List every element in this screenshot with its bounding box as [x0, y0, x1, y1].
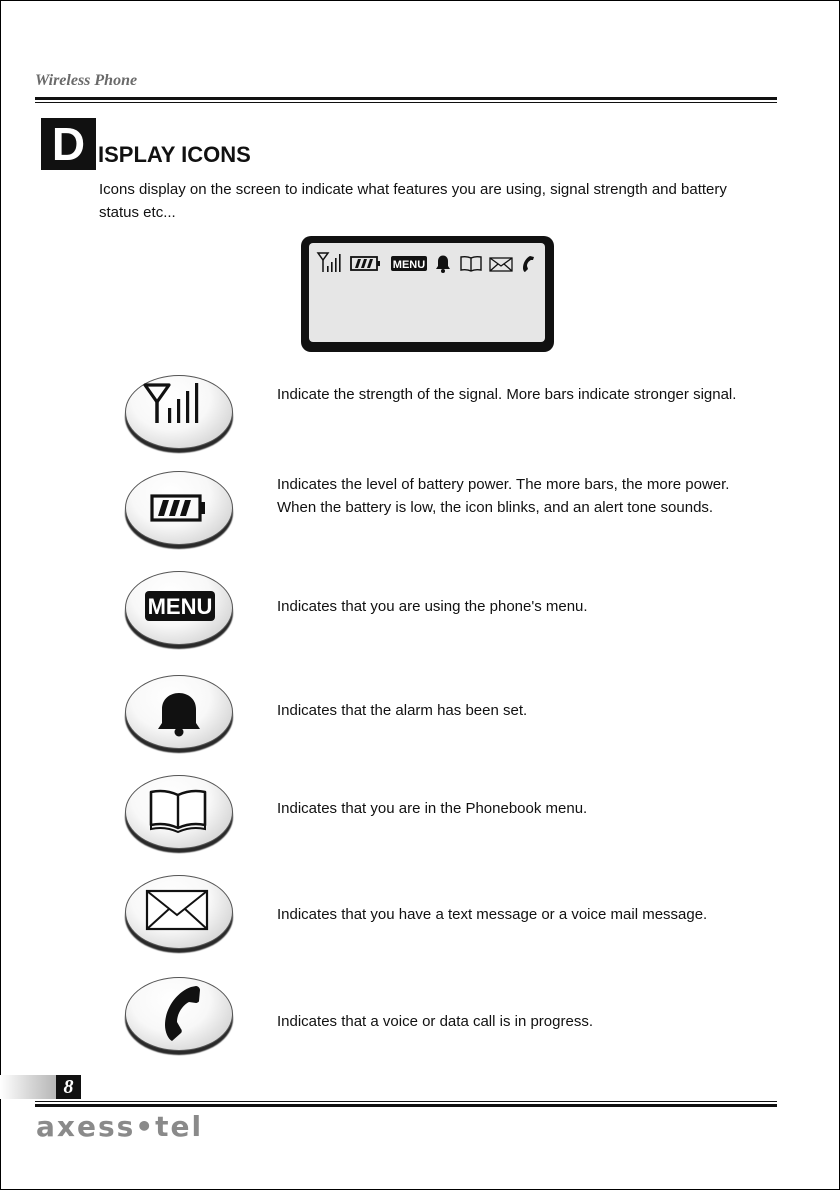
icon-description: Indicates that you have a text message or a voice mail message. — [277, 906, 708, 923]
header-rule — [35, 97, 777, 100]
section-dropcap: D — [41, 118, 96, 170]
call-handset-icon — [125, 977, 233, 1051]
lcd-screen — [309, 243, 545, 342]
icon-bubble — [125, 571, 233, 647]
icon-description: Indicates that you are using the phone's menu. — [277, 598, 588, 615]
svg-text:MENU: MENU — [147, 594, 213, 619]
menu-icon — [125, 571, 233, 645]
svg-text:MENU: MENU — [392, 259, 426, 271]
battery-icon — [351, 257, 380, 270]
icon-description: Indicates the level of battery power. The more bars, the more power. When the battery is low, the icon blinks, and an alert tone sounds. — [277, 476, 730, 516]
lcd-display — [301, 236, 554, 352]
phonebook-icon — [125, 775, 233, 849]
icon-bubble — [125, 675, 233, 751]
signal-strength-icon — [318, 253, 341, 272]
icon-bubble — [125, 375, 233, 451]
list-item — [0, 675, 840, 761]
envelope-icon — [490, 258, 512, 271]
page-number-tab — [0, 1075, 80, 1099]
icon-bubble — [125, 875, 233, 951]
list-item — [0, 471, 840, 557]
alarm-bell-icon — [125, 675, 233, 749]
menu-icon — [391, 256, 427, 271]
brand-logo: axess•tel — [36, 1110, 204, 1143]
alarm-bell-icon — [436, 256, 450, 274]
list-item — [0, 977, 840, 1063]
call-handset-icon — [523, 256, 534, 272]
icon-bubble — [125, 775, 233, 851]
phonebook-icon — [461, 257, 481, 271]
envelope-icon — [125, 875, 233, 949]
list-item — [0, 775, 840, 861]
signal-strength-icon — [125, 375, 233, 449]
footer-rule — [35, 1104, 777, 1107]
battery-icon — [125, 471, 233, 545]
lcd-status-bar — [315, 247, 545, 275]
header-rule-thin — [35, 102, 777, 103]
page-number: 8 — [56, 1075, 81, 1099]
section-title-text: ISPLAY ICONS — [98, 142, 251, 167]
icon-bubble — [125, 977, 233, 1053]
icon-description: Indicates that you are in the Phonebook menu. — [277, 800, 588, 817]
footer-rule-thin — [35, 1101, 777, 1102]
list-item — [0, 875, 840, 961]
intro-text: Icons display on the screen to indicate what features you are using, signal strength and battery status etc... — [99, 181, 727, 221]
header-title: Wireless Phone — [35, 72, 138, 89]
icon-bubble — [125, 471, 233, 547]
list-item — [0, 375, 840, 461]
icon-description: Indicate the strength of the signal. More bars indicate stronger signal. — [277, 386, 737, 403]
list-item — [0, 571, 840, 657]
icon-description: Indicates that the alarm has been set. — [277, 702, 528, 719]
icon-description: Indicates that a voice or data call is in progress. — [277, 1013, 593, 1030]
